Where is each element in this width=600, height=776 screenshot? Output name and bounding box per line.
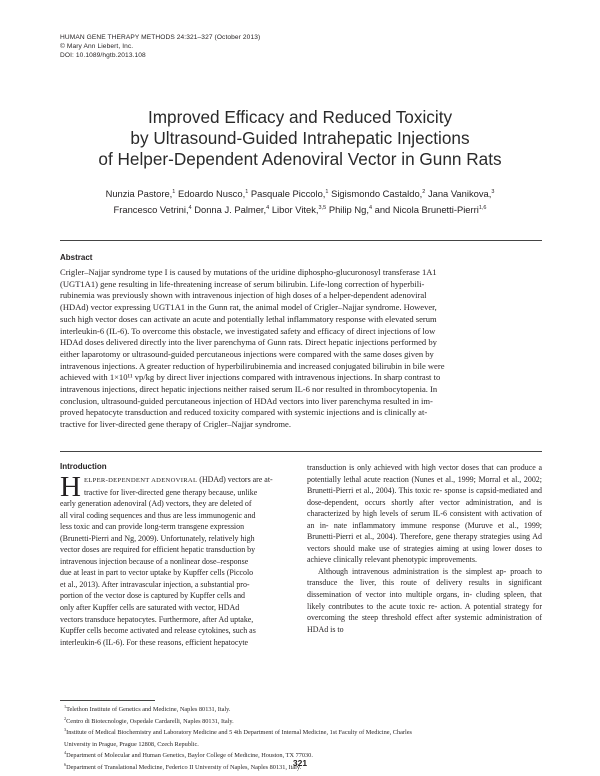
intro-right-column xyxy=(307,462,542,635)
author: Philip Ng, xyxy=(328,204,369,215)
intro-line: (Brunetti-Pierri and Ng, 2009). Unfortunately, relatively high xyxy=(60,533,255,543)
intro-line: Kupffer cells become activated and release cytokines, such as xyxy=(60,626,256,636)
footnote-text: Centro di Biotecnologie, Ospedale Cardarelli, Naples 80131, Italy. xyxy=(66,717,234,725)
abstract-line: (HDAd) vector expressing UGT1A1 in the Gunn rat, the animal model of Crigler–Najjar syndrome. However, xyxy=(60,302,437,313)
abstract-line: rubinemia was previously shown with intravenous injection of high doses of a helper-dependent adenoviral xyxy=(60,290,427,301)
abstract-line: HDAd doses delivered directly into the liver parenchyma of Gunn rats. Direct hepatic injections performed by xyxy=(60,337,437,348)
footnote-text: Institute of Medical Biochemistry and Laboratory Medicine and 5 4th Department of Internal Medicine, 1st Faculty of Medicine, Charles xyxy=(66,729,412,737)
footnote-number: 4 xyxy=(64,750,67,756)
intro-line: interleukin-6 (IL-6). For these reasons, efficient hepatocyte xyxy=(60,637,249,647)
intro-line: Brunetti-Pierri et al., 2004). Therefore, gene therapy strategies xyxy=(307,532,511,542)
intro-line: sponse is capsid-mediated and dose-dependent, occurs xyxy=(307,486,542,507)
intro-line: cluding spleen, that likely contributes to the acute toxic re- xyxy=(307,590,542,611)
author: Libor Vitek, xyxy=(271,204,319,215)
footnote-text: University in Prague, Prague 12808, Czech Republic. xyxy=(64,740,199,748)
intro-line: transduction is only achieved with high vector doses that can xyxy=(307,463,508,472)
intro-line: significant dissemination of vector into multiple organs, in- xyxy=(307,578,542,600)
author: Nunzia Pastore, xyxy=(105,188,173,199)
intro-line: intravenous injection because of a nonlinear dose–response xyxy=(60,556,249,566)
intro-line: only after Kupffer cells are saturated with vector, HDAd xyxy=(60,603,240,613)
author-affiliation: 3,5 xyxy=(318,205,327,211)
article-title xyxy=(40,107,560,170)
doi-line: DOI: 10.1089/hgtb.2013.108 xyxy=(60,52,146,59)
footnote xyxy=(60,703,542,715)
intro-line: improvements. xyxy=(429,555,477,565)
author: Pasquale Piccolo, xyxy=(250,188,326,199)
intro-line: using Ad vectors should make use of strategies aiming at xyxy=(307,532,543,553)
intro-line: all viral coding sequences and thus are less immunogenic and xyxy=(60,510,256,520)
intro-line: less toxic and can provide long-term transgene expression xyxy=(60,522,245,532)
footnote-number: 3 xyxy=(64,727,67,733)
journal-citation: HUMAN GENE THERAPY METHODS 24:321–327 (October 2013) xyxy=(60,34,261,41)
author-affiliation: 2 xyxy=(422,189,426,195)
author-affiliation: 3 xyxy=(491,189,495,195)
copyright-line: © Mary Ann Liebert, Inc. xyxy=(60,43,134,50)
author: and Nicola Brunetti-Pierri xyxy=(374,204,479,215)
footnote xyxy=(60,715,542,727)
author: Edoardo Nusco, xyxy=(177,188,246,199)
intro-line: high levels of serum IL-6 consistent with activation of an in- xyxy=(307,509,542,530)
author-line-1 xyxy=(60,185,540,201)
abstract-line: interleukin-6 (IL-6). To overcome this obstacle, we investigated safety and efficacy of direct injections of low xyxy=(60,325,436,336)
abstract-line: achieved with 1×10¹¹ vp/kg by direct liver injections compared with intravenous injections. In sharp contrast to xyxy=(60,372,441,383)
intro-line: using lower doses to achieve clinically relevant phenotypic xyxy=(307,543,542,565)
intro-line: tractive for liver-directed gene therapy because, unlike xyxy=(83,487,258,497)
intro-line: et al., 2013). After intravascular injection, a substantial pro- xyxy=(60,579,250,589)
footnote-text: Telethon Institute of Genetics and Medicine, Naples 80131, Italy. xyxy=(66,706,231,713)
intro-left-column xyxy=(60,471,293,648)
author-affiliation: 1,6 xyxy=(478,205,487,211)
intro-line: nate inflammatory immune response (Muruve et al., 1999; xyxy=(333,520,543,530)
author-affiliation: 1 xyxy=(325,189,329,195)
intro-line: Although intravenous administration is the simplest ap- xyxy=(318,566,507,576)
author-affiliation: 4 xyxy=(266,205,270,211)
abstract-top-rule xyxy=(60,240,542,241)
abstract-line: such high vector doses can activate an acute and potentially lethal inflammatory response with elevated serum xyxy=(60,313,437,324)
author: Sigismondo Castaldo, xyxy=(331,188,423,199)
intro-line: early generation adenoviral (Ad) vectors, they are deleted of xyxy=(60,499,252,509)
abstract-line: intravenous injections, direct hepatic injections neither raised serum IL-6 nor resulted in thrombocytopenia. In xyxy=(60,384,438,395)
intro-line: threshold effect after systemic administration of HDAd is to xyxy=(307,613,543,634)
intro-line: (HDAd) vectors are at- xyxy=(197,475,273,484)
intro-line: action. A potential strategy for overcoming the steep xyxy=(307,601,543,623)
author-line-2 xyxy=(60,201,540,217)
abstract-line: intravenous injections. A greater reduction of hyperbilirubinemia and increased conjugated bilirubin in bile were xyxy=(60,360,445,371)
title-line-1: Improved Efficacy and Reduced Toxicity xyxy=(147,107,453,127)
author-affiliation: 4 xyxy=(368,205,372,211)
footnote xyxy=(60,726,542,738)
author: Donna J. Palmer, xyxy=(194,204,267,215)
abstract-bottom-rule xyxy=(60,451,542,452)
author-affiliation: 1 xyxy=(172,189,176,195)
intro-line: vectors transduce hepatocytes. Furthermore, after Ad uptake, xyxy=(60,614,254,624)
intro-line: shortly after vector administration, and is characterized by xyxy=(307,497,543,519)
intro-paragraph-1 xyxy=(307,462,542,566)
abstract-line: tractive for liver-directed gene therapy of Crigler–Najjar syndrome. xyxy=(60,419,291,430)
abstract-line: Crigler–Najjar syndrome type I is caused by mutations of the uridine diphospho-glucuronosyl transferase 1A1 xyxy=(60,267,437,277)
author-affiliation: 1 xyxy=(245,189,249,195)
abstract-line: proved hepatocyte transduction and reduced toxicity compared with systemic injections and is clinically at- xyxy=(60,407,428,418)
drop-cap: H xyxy=(60,471,81,503)
intro-paragraph-2 xyxy=(307,566,542,635)
intro-line: proach to transduce the liver, this route of delivery results in xyxy=(307,566,542,588)
intro-line: portion of the vector dose is captured by Kupffer cells and xyxy=(60,591,246,601)
footnote-rule xyxy=(60,700,155,701)
intro-line: produce a potentially lethal acute reaction (Nunes et al., 1999; xyxy=(307,463,543,484)
intro-line: vector doses are required for efficient hepatic transduction by xyxy=(60,545,256,555)
page-number: 321 xyxy=(292,758,308,768)
abstract-line: (UGT1A1) gene resulting in life-threatening increase of serum bilirubin. Life-long correction of hyperbili- xyxy=(60,278,425,289)
smallcaps-lead: ELPER-DEPENDENT ADENOVIRAL xyxy=(83,477,198,484)
footnote-number: 6 xyxy=(64,761,67,767)
title-line-3: of Helper-Dependent Adenoviral Vector in Gunn Rats xyxy=(98,149,502,169)
footnote-number: 2 xyxy=(64,715,67,721)
introduction-heading: Introduction xyxy=(60,462,107,471)
abstract-heading: Abstract xyxy=(60,253,93,262)
author: Jana Vanikova, xyxy=(427,188,492,199)
author: Francesco Vetrini, xyxy=(113,204,189,215)
author-list xyxy=(60,185,540,217)
author-affiliation: 4 xyxy=(188,205,192,211)
footnote-number: 1 xyxy=(64,704,67,709)
footnote-text: Department of Molecular and Human Genetics, Baylor College of Medicine, Houston, TX 77030. xyxy=(66,752,313,760)
footnote-text: Department of Translational Medicine, Federico II University of Naples, Naples 80131, Italy. xyxy=(66,763,302,771)
footnote xyxy=(60,738,542,750)
abstract-line: conclusion, ultrasound-guided percutaneous injection of HDAd vectors into liver parenchyma resulted in im- xyxy=(60,395,433,406)
journal-header xyxy=(60,33,260,60)
intro-line: Morral et al., 2002; Brunetti-Pierri et al., 2004). This toxic re- xyxy=(307,474,542,496)
intro-line: due at least in part to vector uptake by Kupffer cells (Piccolo xyxy=(60,568,254,578)
abstract-body xyxy=(60,267,542,431)
title-line-2: by Ultrasound-Guided Intrahepatic Injections xyxy=(130,128,470,148)
abstract-line: either laparotomy or ultrasound-guided percutaneous injections were compared with the same doses given by xyxy=(60,348,434,359)
